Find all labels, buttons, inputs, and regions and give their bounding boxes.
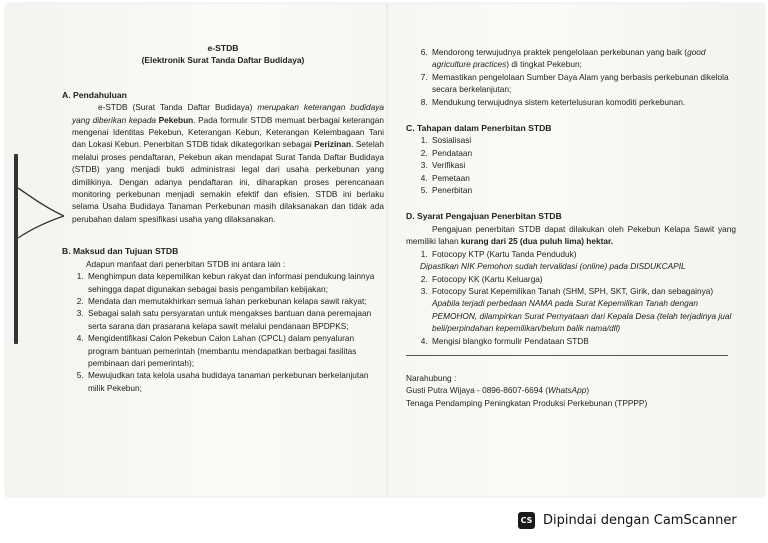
list-item: 2. Pendataan bbox=[430, 147, 736, 159]
section-b-heading: B. Maksud dan Tujuan STDB bbox=[62, 246, 179, 257]
list-item: 8. Mendukung terwujudnya sistem ketertelusuran komoditi perkebunan. bbox=[430, 96, 736, 108]
contact-label: Narahubung : bbox=[406, 372, 457, 383]
section-d-intro: Pengajuan penerbitan STDB dapat dilakukan oleh Pekebun Kelapa Sawit yang memiliki lahan kurang dari 25 (dua puluh lima) hektar. bbox=[406, 223, 736, 247]
list-item: 6. Mendorong terwujudnya praktek pengelolaan perkebunan yang baik (good agriculture practices) di tingkat Pekebun; bbox=[430, 46, 736, 71]
contact-name-phone: Gusti Putra Wijaya - 0896-8607-6694 (WhatsApp) bbox=[406, 385, 590, 396]
section-b-intro: Adapun manfaat dari penerbitan STDB ini antara lain : bbox=[86, 258, 286, 269]
section-b-list-continued bbox=[406, 46, 736, 108]
document-title: e-STDB bbox=[207, 43, 239, 53]
item-note: Apabila terjadi perbedaan NAMA pada Surat Kepemilikan Tanah dengan PEMOHON, dilampirkan Surat Pernyataan dari Kepala Desa (telah terjadinya jual beli/perpindahan kepemilikan/belum balik nama/dll) bbox=[432, 298, 732, 334]
list-item: 4. Mengisi blangko formulir Pendataan STDB bbox=[430, 335, 736, 347]
divider bbox=[406, 355, 728, 356]
left-column bbox=[62, 42, 384, 394]
document-subtitle: (Elektronik Surat Tanda Daftar Budidaya) bbox=[141, 55, 305, 66]
section-d-heading: D. Syarat Pengajuan Penerbitan STDB bbox=[406, 211, 562, 222]
list-item: 4. Pemetaan bbox=[430, 172, 736, 184]
camscanner-text: Dipindai dengan CamScanner bbox=[543, 512, 737, 528]
item-note: Dipastikan NIK Pemohon sudah tervalidasi (online) pada DISDUKCAPIL bbox=[420, 261, 686, 272]
list-item: 2. Fotocopy KK (Kartu Keluarga) bbox=[430, 273, 736, 285]
list-item: 3. Fotocopy Surat Kepemilikan Tanah (SHM, SPH, SKT, Girik, dan sebagainya) Apabila terjadi perbedaan NAMA pada Surat Kepemilikan Tanah dengan PEMOHON, dilampirkan Surat Pernyataan dari Kepala Desa (telah terjadinya jual beli/perpindahan kepemilikan/belum balik nama/dll) bbox=[430, 285, 736, 335]
right-column bbox=[406, 46, 736, 409]
section-d-list bbox=[406, 248, 736, 347]
camscanner-watermark bbox=[518, 509, 737, 531]
section-c-heading: C. Tahapan dalam Penerbitan STDB bbox=[406, 123, 552, 134]
section-a-heading: A. Pendahuluan bbox=[62, 89, 127, 100]
contact-block bbox=[406, 372, 736, 409]
list-item: 5. Mewujudkan tata kelola usaha budidaya tanaman perkebunan berkelanjutan milik Pekebun; bbox=[86, 369, 384, 394]
list-item: 1. Menghimpun data kepemilikan kebun rakyat dan informasi pendukung lainnya sehingga dapat digunakan sebagai basis pengambilan kebijakan; bbox=[86, 270, 384, 295]
page-fold bbox=[386, 4, 388, 496]
pen-annotation-mark bbox=[16, 182, 68, 242]
section-a-paragraph: e-STDB (Surat Tanda Daftar Budidaya) merupakan keterangan budidaya yang diberikan kepada Pekebun. Pada formulir STDB memuat berbagai keterangan mengenai Identitas Pekebun, Keterangan Kebun, Keterangan Kelembagaan Tani dan Lokasi Kebun. Penerbitan STDB tidak dikategorikan sebagai Perizinan. Setelah melalui proses pendaftaran, Pekebun akan mendapat Surat Tanda Daftar Budidaya (STDB) yang menjadi bukti administrasi legal dari usaha perkebunan yang dimilikinya. Dengan adanya pendaftaran ini, diharapkan proses perencanaan monitoring perkebunan menjadi semakin efektif dan efisien. STDB ini berlaku selama Usaha Budidaya Tanaman Perkebunan masih dilaksanakan dan tidak ada perubahan dalam spesifikasi usaha yang dilaksanakan. bbox=[72, 102, 384, 224]
list-item: 3. Verifikasi bbox=[430, 159, 736, 171]
list-item: 3. Sebagai salah satu persyaratan untuk mengakses bantuan dana peremajaan serta sarana dan prasarana kelapa sawit melalui pendanaan BPDPKS; bbox=[86, 307, 384, 332]
scanned-page bbox=[6, 4, 764, 496]
list-item: 5. Penerbitan bbox=[430, 184, 736, 196]
list-item: 1. Sosialisasi bbox=[430, 134, 736, 146]
contact-role: Tenaga Pendamping Peningkatan Produksi Perkebunan (TPPPP) bbox=[406, 397, 648, 408]
list-item: 7. Memastikan pengelolaan Sumber Daya Alam yang berbasis perkebunan dikelola secara berkelanjutan; bbox=[430, 71, 736, 96]
camscanner-logo-icon: CS bbox=[518, 512, 535, 529]
section-c-list bbox=[406, 134, 736, 196]
list-item: 1. Fotocopy KTP (Kartu Tanda Penduduk) Dipastikan NIK Pemohon sudah tervalidasi (online) pada DISDUKCAPIL bbox=[430, 248, 736, 273]
list-item: 2. Mendata dan memutakhirkan semua lahan perkebunan kelapa sawit rakyat; bbox=[86, 295, 384, 307]
section-b-list bbox=[62, 270, 384, 394]
list-item: 4. Mengidentifikasi Calon Pekebun Calon Lahan (CPCL) dalam penyaluran program bantuan pemerintah (membantu mendapatkan berbagai fasilitas pembinaan dari pemerintah); bbox=[86, 332, 384, 369]
